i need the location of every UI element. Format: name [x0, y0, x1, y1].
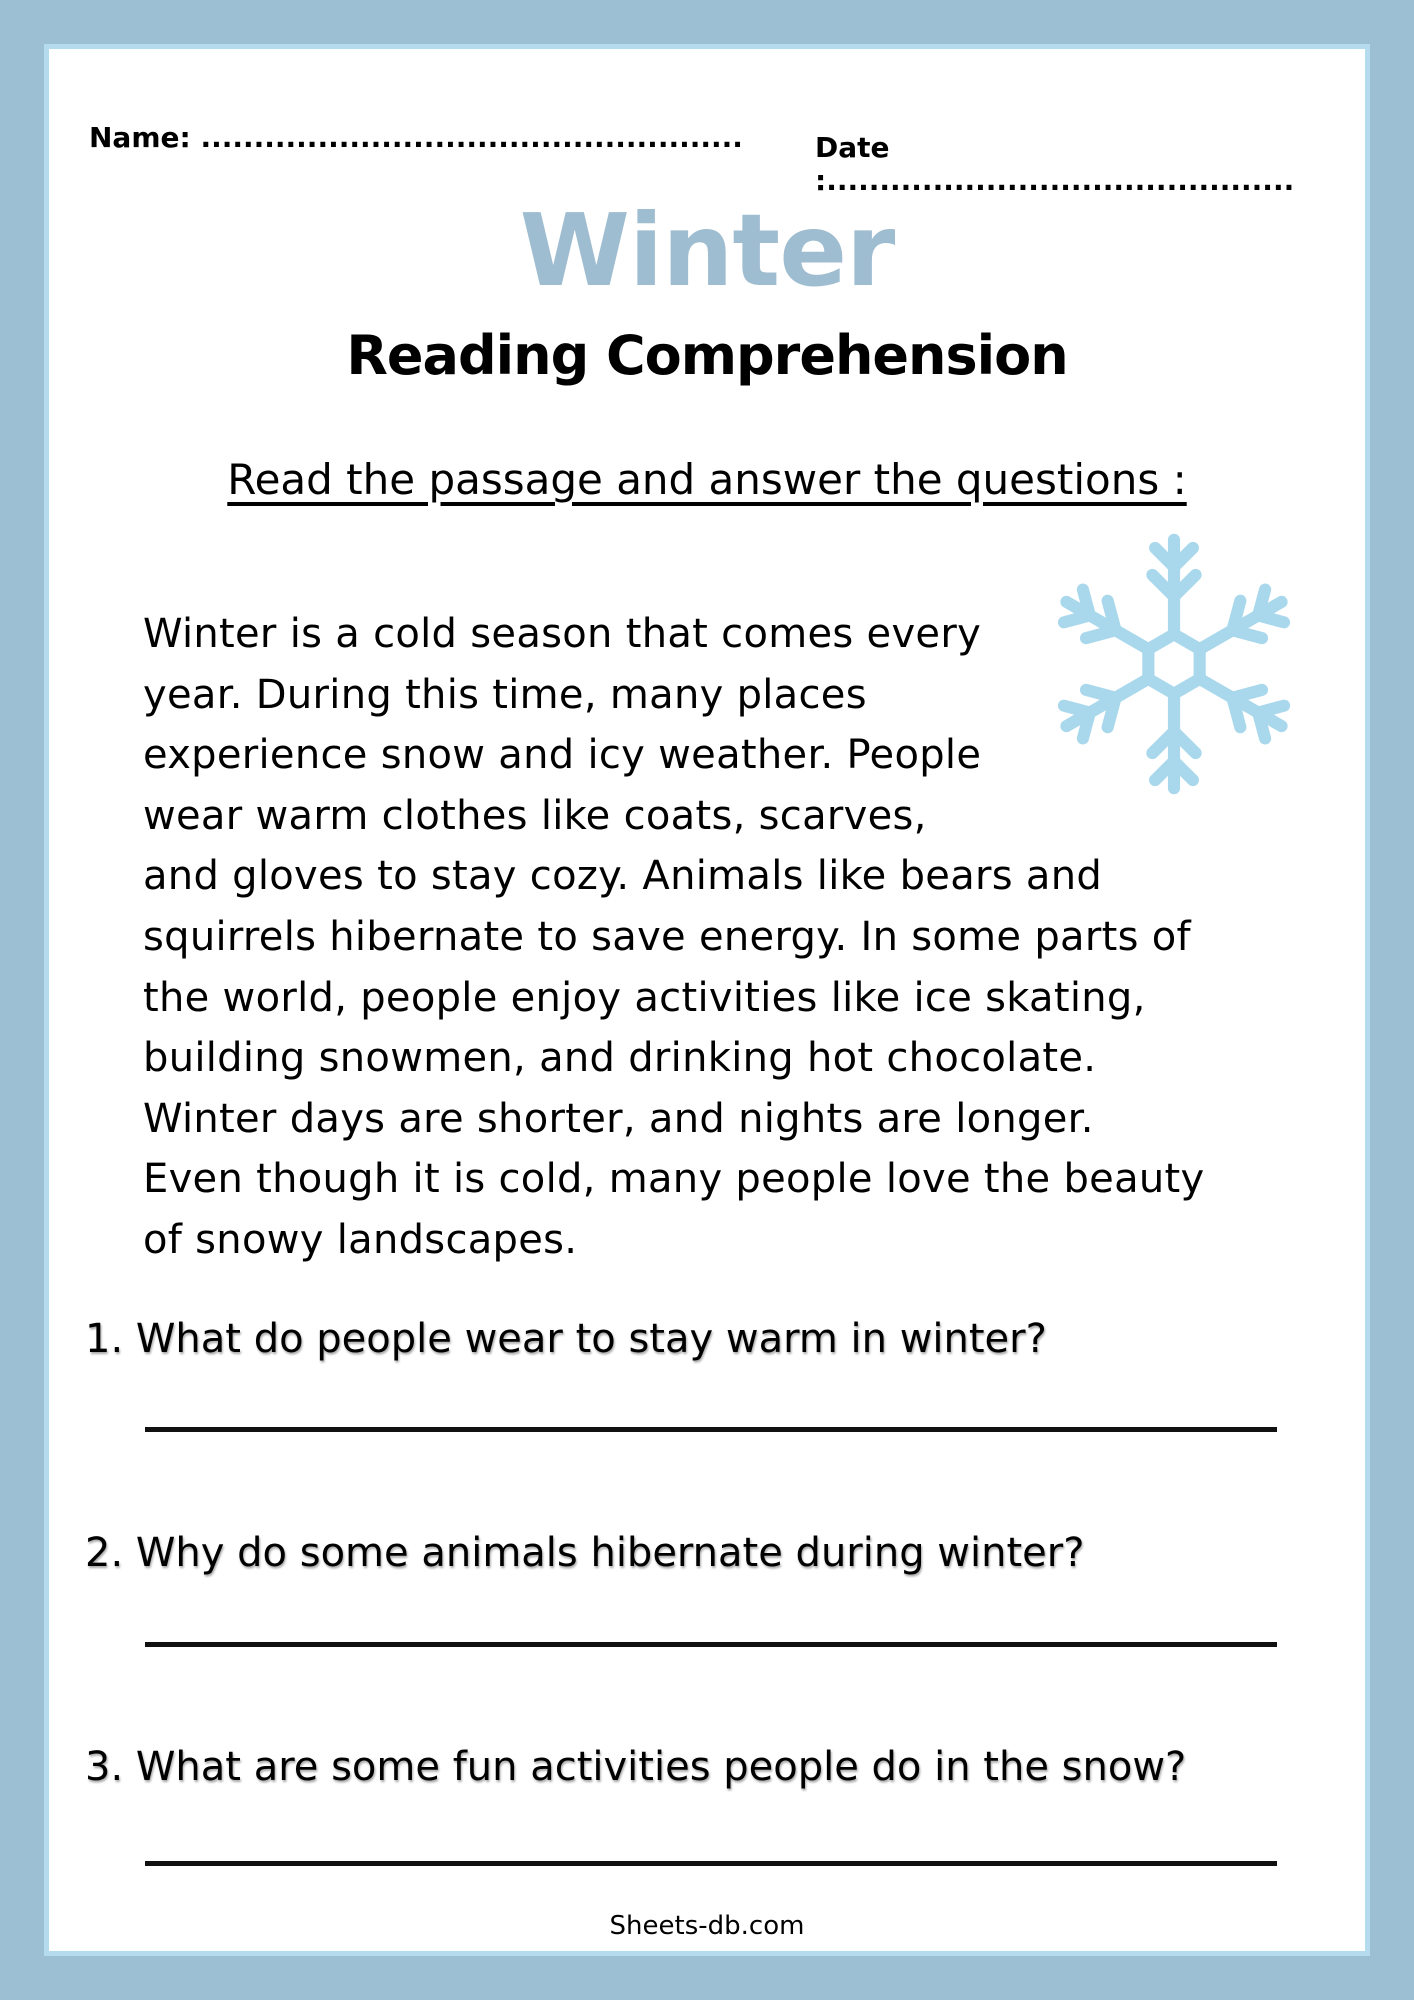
page-title: Winter	[519, 192, 895, 309]
page-subtitle: Reading Comprehension	[346, 324, 1068, 387]
instruction-text: Read the passage and answer the questions :	[227, 455, 1187, 504]
reading-passage	[143, 604, 1293, 1271]
answer-line-3[interactable]	[145, 1861, 1277, 1866]
passage-line: wear warm clothes like coats, scarves,	[143, 792, 927, 839]
passage-line: building snowmen, and drinking hot chocolate.	[143, 1035, 1097, 1082]
question-1: 1. What do people wear to stay warm in winter?	[85, 1316, 1047, 1362]
passage-line: of snowy landscapes.	[143, 1216, 578, 1263]
passage-line: squirrels hibernate to save energy. In some parts of	[143, 913, 1191, 960]
question-2: 2. Why do some animals hibernate during winter?	[85, 1530, 1085, 1576]
passage-line: Winter days are shorter, and nights are longer.	[143, 1095, 1094, 1142]
passage-line: Even though it is cold, many people love the beauty	[143, 1156, 1205, 1203]
passage-line: year. During this time, many places	[143, 671, 867, 718]
passage-line: experience snow and icy weather. People	[143, 732, 982, 779]
worksheet-page	[44, 44, 1370, 1956]
name-field[interactable]: Name: ...................................................	[89, 121, 743, 154]
question-3: 3. What are some fun activities people do in the snow?	[85, 1744, 1187, 1790]
answer-line-1[interactable]	[145, 1427, 1277, 1432]
passage-line: Winter is a cold season that comes every	[143, 611, 982, 657]
answer-line-2[interactable]	[145, 1642, 1277, 1647]
date-field[interactable]: Date :............................................	[815, 131, 1295, 197]
passage-line: and gloves to stay cozy. Animals like bears and	[143, 853, 1103, 900]
passage-line: the world, people enjoy activities like ice skating,	[143, 974, 1146, 1021]
footer-source: Sheets-db.com	[609, 1911, 805, 1941]
